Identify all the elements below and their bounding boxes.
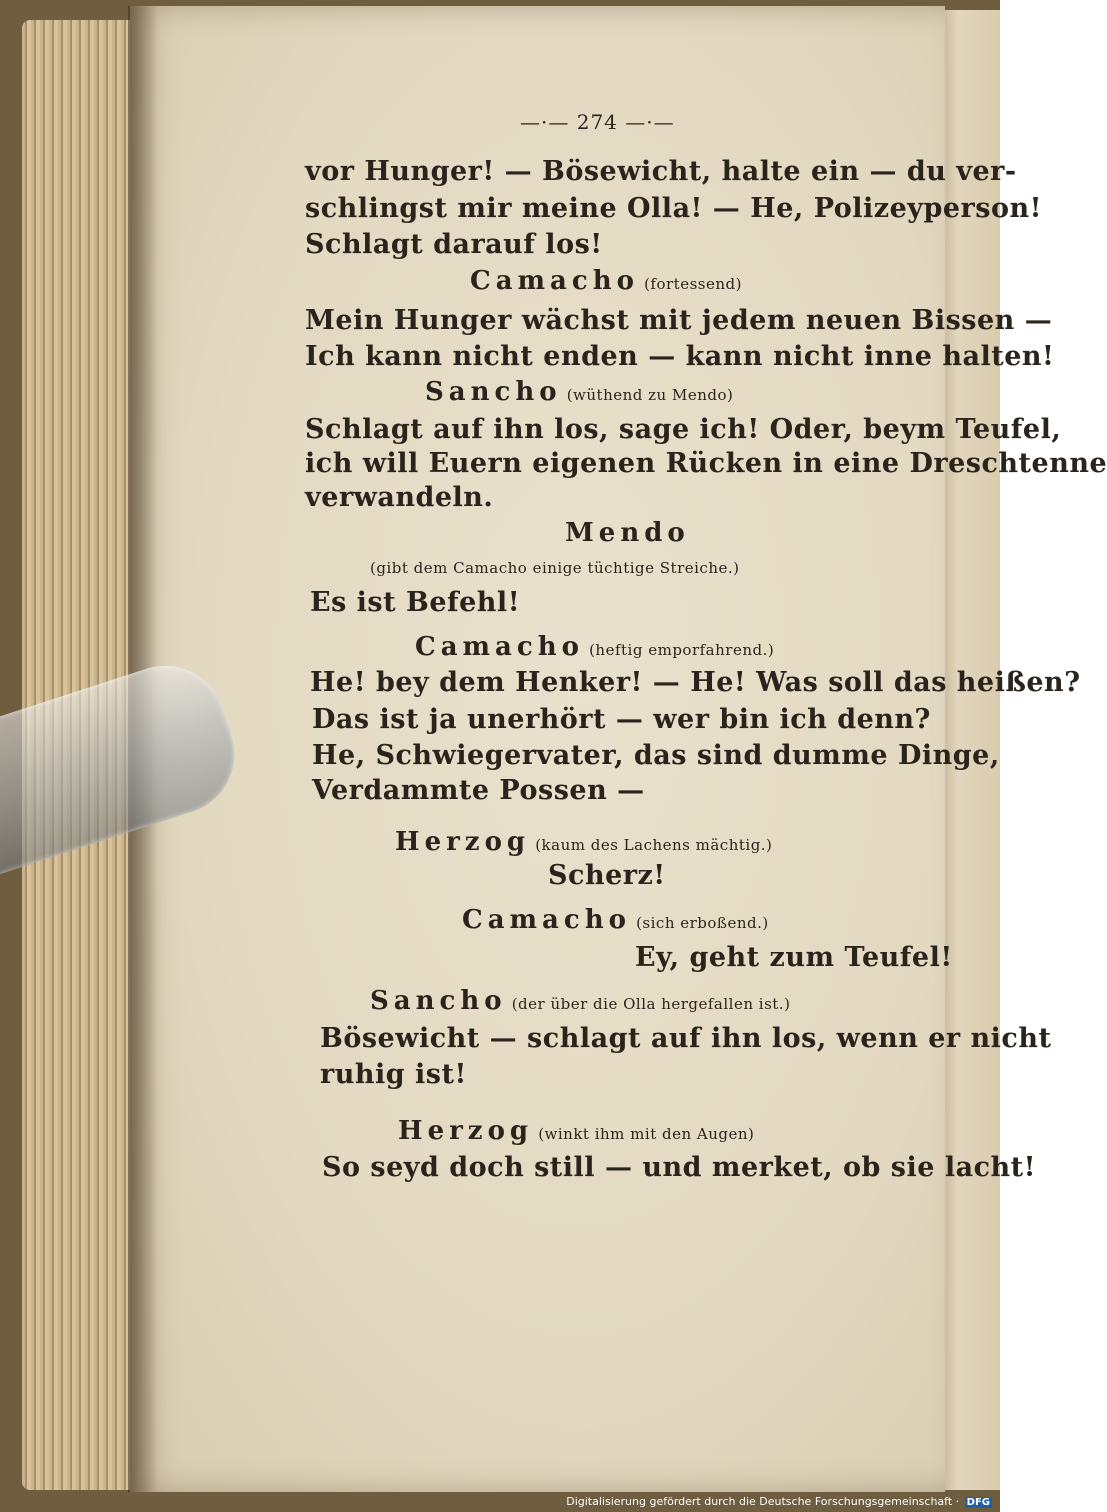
speaker-heading (425, 377, 733, 407)
text-line: Ey, geht zum Teufel! (635, 942, 953, 973)
text-line: Scherz! (548, 860, 666, 891)
stage-direction: (fortessend) (644, 275, 742, 293)
text-line: ich will Euern eigenen Rücken in eine Dreschtenne (305, 448, 1107, 479)
speaker-heading (462, 905, 769, 935)
stage-direction: (kaum des Lachens mächtig.) (535, 836, 773, 854)
text-line: Schlagt auf ihn los, sage ich! Oder, beym Teufel, (305, 414, 1062, 445)
text-line: Ich kann nicht enden — kann nicht inne halten! (305, 341, 1055, 372)
stage-direction: (sich erboßend.) (636, 914, 769, 932)
speaker-name: Mendo (565, 518, 690, 548)
speaker-name: Herzog (395, 827, 531, 857)
speaker-heading (470, 266, 742, 296)
page-header (520, 110, 675, 134)
speaker-heading (395, 827, 772, 857)
text-line: ruhig ist! (320, 1059, 467, 1090)
speaker-name: Sancho (370, 986, 507, 1016)
speaker-name: Sancho (425, 377, 562, 407)
text-line: So seyd doch still — und merket, ob sie lacht! (322, 1152, 1036, 1183)
text-line: schlingst mir meine Olla! — He, Polizeyperson! (305, 193, 1042, 224)
stage-direction: (der über die Olla hergefallen ist.) (511, 995, 791, 1013)
speaker-heading (565, 518, 690, 548)
text-line: Bösewicht — schlagt auf ihn los, wenn er nicht (320, 1023, 1052, 1054)
text-line: Es ist Befehl! (310, 587, 521, 618)
speaker-name: Camacho (415, 632, 584, 662)
text-line: Verdammte Possen — (312, 775, 645, 806)
speaker-heading (415, 632, 774, 662)
stage-direction: (wüthend zu Mendo) (566, 386, 734, 404)
text-line: vor Hunger! — Bösewicht, halte ein — du ver- (305, 156, 1017, 187)
text-line: He! bey dem Henker! — He! Was soll das heißen? (310, 667, 1081, 698)
stage-direction: (winkt ihm mit den Augen) (538, 1125, 755, 1143)
speaker-heading (370, 986, 790, 1016)
text-line: Mein Hunger wächst mit jedem neuen Bissen — (305, 305, 1053, 336)
speaker-name: Camacho (470, 266, 639, 296)
speaker-heading (398, 1116, 754, 1146)
text-line: He, Schwiegervater, das sind dumme Dinge, (312, 740, 1000, 771)
dfg-logo: DFG (966, 1497, 990, 1508)
page-number: —·— 274 —·— (520, 110, 675, 134)
speaker-name: Herzog (398, 1116, 534, 1146)
footer-text: Digitalisierung gefördert durch die Deutsche Forschungsgemeinschaft · (566, 1495, 960, 1508)
text-line: Schlagt darauf los! (305, 229, 603, 260)
digitization-footer (566, 1495, 992, 1508)
text-line: verwandeln. (305, 482, 494, 513)
text-line: Das ist ja unerhört — wer bin ich denn? (312, 704, 931, 735)
stage-direction: (gibt dem Camacho einige tüchtige Streiche.) (370, 559, 740, 577)
speaker-name: Camacho (462, 905, 631, 935)
stage-direction: (heftig emporfahrend.) (589, 641, 775, 659)
